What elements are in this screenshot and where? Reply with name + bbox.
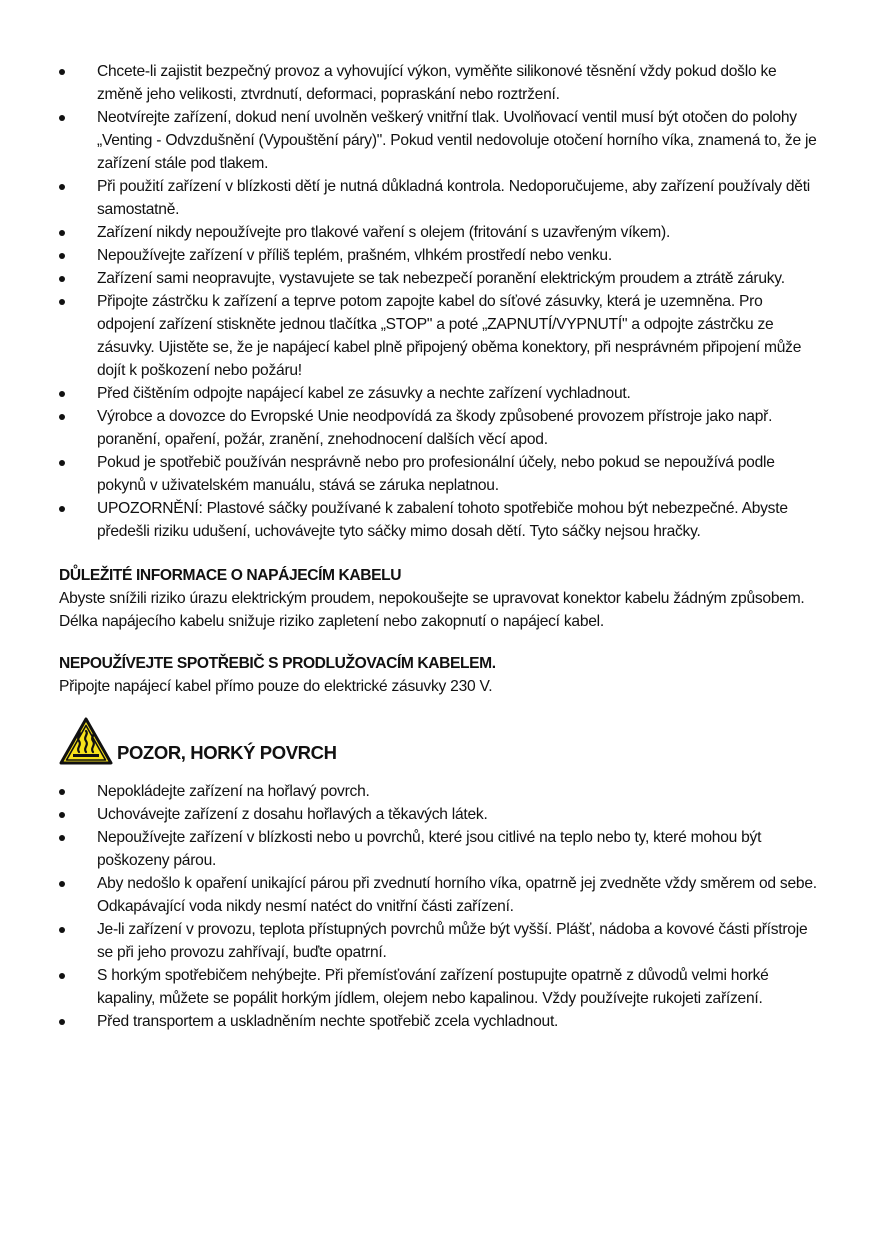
list-item xyxy=(59,175,819,221)
extension-cord-heading: NEPOUŽÍVEJTE SPOTŘEBIČ S PRODLUŽOVACÍM KABELEM. xyxy=(59,655,496,672)
list-item xyxy=(59,964,819,1010)
power-cable-heading: DŮLEŽITÉ INFORMACE O NAPÁJECÍM KABELU xyxy=(59,567,402,584)
bullet-icon xyxy=(59,253,65,259)
list-item xyxy=(59,497,819,543)
list-item-text: Nepokládejte zařízení na hořlavý povrch. xyxy=(97,783,370,800)
list-item-text: Nepoužívejte zařízení v příliš teplém, prašném, vlhkém prostředí nebo venku. xyxy=(97,247,612,264)
bullet-icon xyxy=(59,460,65,466)
bullet-icon xyxy=(59,230,65,236)
list-item-text: Zařízení sami neopravujte, vystavujete se tak nebezpečí poranění elektrickým proudem a ztrátě záruky. xyxy=(97,270,785,287)
hot-surface-header xyxy=(59,715,819,765)
list-item-text: Je-li zařízení v provozu, teplota přístupných povrchů může být vyšší. Plášť, nádoba a kovové části přístroje se při jeho provozu zahřívají, buďte opatrní. xyxy=(97,921,808,961)
list-item-text: Při použití zařízení v blízkosti dětí je nutná důkladná kontrola. Nedoporučujeme, aby zařízení používaly děti samostatně. xyxy=(97,178,810,218)
list-item xyxy=(59,221,819,244)
hot-surface-warning-icon xyxy=(59,717,113,765)
bullet-icon xyxy=(59,414,65,420)
list-item xyxy=(59,451,819,497)
bullet-icon xyxy=(59,881,65,887)
bullet-icon xyxy=(59,299,65,305)
power-cable-section xyxy=(59,564,819,633)
bullet-icon xyxy=(59,276,65,282)
bullet-icon xyxy=(59,789,65,795)
list-item-text: Před čištěním odpojte napájecí kabel ze zásuvky a nechte zařízení vychladnout. xyxy=(97,385,631,402)
list-item xyxy=(59,382,819,405)
list-item xyxy=(59,290,819,382)
list-item-text: Připojte zástrčku k zařízení a teprve potom zapojte kabel do síťové zásuvky, která je uzemněna. Pro odpojení zařízení stiskněte jednou tlačítka „STOP" a poté „ZAPNUTÍ/VYPNUTÍ" a odpojte zástrčku ze zásuvky. Ujistěte se, že je napájecí kabel plně připojený oběma konektory, při nesprávném připojení může dojít k poškození nebo požáru! xyxy=(97,293,802,379)
list-item xyxy=(59,106,819,175)
list-item-text: Pokud je spotřebič používán nesprávně nebo pro profesionální účely, nebo pokud se nepoužívá podle pokynů v uživatelském manuálu, stává se záruka neplatnou. xyxy=(97,454,775,494)
hot-surface-title: POZOR, HORKÝ POVRCH xyxy=(117,742,337,763)
list-item-text: Zařízení nikdy nepoužívejte pro tlakové vaření s olejem (fritování s uzavřeným víkem). xyxy=(97,224,671,241)
bullet-icon xyxy=(59,927,65,933)
bullet-icon xyxy=(59,973,65,979)
bullet-icon xyxy=(59,1019,65,1025)
list-item-text: Výrobce a dovozce do Evropské Unie neodpovídá za škody způsobené provozem přístroje jako např. poranění, opaření, požár, zranění, znehodnocení dalších věcí apod. xyxy=(97,408,773,448)
list-item-text: Chcete-li zajistit bezpečný provoz a vyhovující výkon, vyměňte silikonové těsnění vždy pokud došlo ke změně jeho velikosti, ztvrdnutí, deformaci, popraskání nebo roztržení. xyxy=(97,63,777,103)
list-item-text: UPOZORNĚNÍ: Plastové sáčky používané k zabalení tohoto spotřebiče mohou být nebezpečné. Abyste předešli riziku udušení, uchovávejte tyto sáčky mimo dosah dětí. Tyto sáčky nejsou hračky. xyxy=(97,500,788,540)
list-item xyxy=(59,60,819,106)
list-item-text: Nepoužívejte zařízení v blízkosti nebo u povrchů, které jsou citlivé na teplo nebo ty, které mohou být poškozeny párou. xyxy=(97,829,762,869)
list-item xyxy=(59,918,819,964)
list-item xyxy=(59,267,819,290)
bullet-icon xyxy=(59,69,65,75)
document-page xyxy=(59,60,819,1033)
list-item-text: Neotvírejte zařízení, dokud není uvolněn veškerý vnitřní tlak. Uvolňovací ventil musí být otočen do polohy „Venting - Odvzdušnění (Vypouštění páry)". Pokud ventil nedovoluje otočení horního víka, znamená to, že je zařízení stále pod tlakem. xyxy=(97,109,817,172)
bullet-icon xyxy=(59,184,65,190)
list-item xyxy=(59,1010,819,1033)
hot-surface-list xyxy=(59,780,819,1033)
power-cable-body: Abyste snížili riziko úrazu elektrickým proudem, nepokoušejte se upravovat konektor kabelu žádným způsobem. Délka napájecího kabelu snižuje riziko zapletení nebo zakopnutí o napájecí kabel. xyxy=(59,590,805,630)
list-item xyxy=(59,405,819,451)
list-item-text: Aby nedošlo k opaření unikající párou při zvednutí horního víka, opatrně jej zvedněte vždy směrem od sebe. Odkapávající voda nikdy nesmí natéct do vnitřní části zařízení. xyxy=(97,875,817,915)
list-item-text: Uchovávejte zařízení z dosahu hořlavých a těkavých látek. xyxy=(97,806,488,823)
bullet-icon xyxy=(59,506,65,512)
bullet-icon xyxy=(59,391,65,397)
list-item xyxy=(59,780,819,803)
bullet-icon xyxy=(59,835,65,841)
list-item-text: S horkým spotřebičem nehýbejte. Při přemísťování zařízení postupujte opatrně z důvodů velmi horké kapaliny, můžete se popálit horkým jídlem, olejem nebo kapalinou. Vždy používejte rukojeti zařízení. xyxy=(97,967,769,1007)
list-item xyxy=(59,244,819,267)
list-item xyxy=(59,803,819,826)
extension-cord-section xyxy=(59,652,819,698)
list-item-text: Před transportem a uskladněním nechte spotřebič zcela vychladnout. xyxy=(97,1013,559,1030)
extension-cord-body: Připojte napájecí kabel přímo pouze do elektrické zásuvky 230 V. xyxy=(59,678,493,695)
bullet-icon xyxy=(59,115,65,121)
list-item xyxy=(59,826,819,872)
bullet-icon xyxy=(59,812,65,818)
list-item xyxy=(59,872,819,918)
safety-list xyxy=(59,60,819,543)
